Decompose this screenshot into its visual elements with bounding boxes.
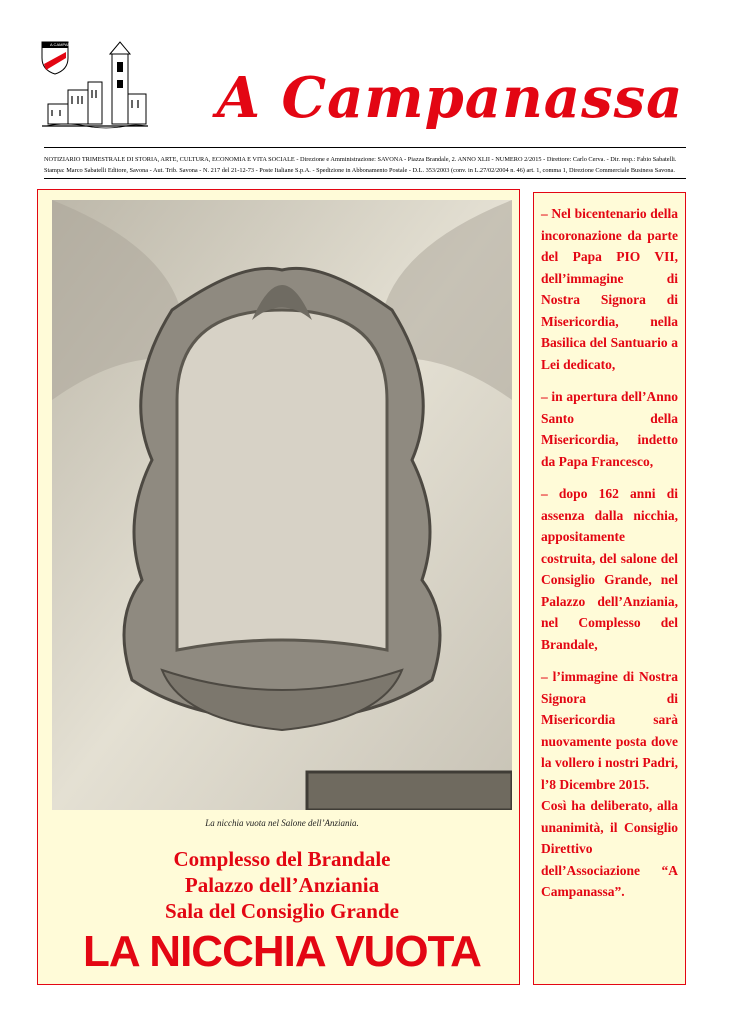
sidebar-text (541, 203, 678, 914)
masthead-title: A Campanassa (216, 65, 684, 131)
publication-info-line-2: Stampa: Marco Sabatelli Editore, Savona - Aut. Trib. Savona - N. 217 del 21-12-73 - Poste Italiane S.p.A. - Spedizione in Abbonamento Postale - D.L. 353/2003 (conv. in L.27/02/2004 n. 46) art. 1, comma 1, Direzione Commerciale Business Savona. (44, 167, 675, 174)
niche-photo (52, 200, 512, 810)
article-title: LA NICCHIA VUOTA (83, 927, 481, 976)
headline-line-3: Sala del Consiglio Grande (165, 899, 399, 923)
masthead-rule (44, 147, 686, 148)
sidebar-paragraph-2: – in apertura dell’Anno Santo della Misericordia, indetto da Papa Francesco, (541, 389, 678, 469)
info-rule (44, 178, 686, 179)
headline-line-1: Complesso del Brandale (173, 847, 391, 871)
publication-info-line-1: NOTIZIARIO TRIMESTRALE DI STORIA, ARTE, CULTURA, ECONOMIA E VITA SOCIALE - Direzione e Amministrazione: SAVONA - Piazza Brandale, 2. ANNO XLII - NUMERO 2/2015 - Direttore: Carlo Cerva. - Dir. resp.: Fabio Sabatelli. (44, 156, 677, 163)
campanassa-logo (38, 34, 150, 146)
sidebar-paragraph-3: – dopo 162 anni di assenza dalla nicchia, appositamente costruita, del salone del Consiglio Grande, nel Palazzo dell’Anziania, nel Complesso del Brandale, (541, 486, 678, 652)
headline-line-2: Palazzo dell’Anziania (184, 873, 380, 897)
sidebar-paragraph-5: Così ha deliberato, alla unanimità, il Consiglio Direttivo dell’Associazione “A Campanassa”. (541, 798, 678, 899)
photo-caption: La nicchia vuota nel Salone dell’Anziania. (205, 818, 359, 828)
sidebar-paragraph-4: – l’immagine di Nostra Signora di Misericordia sarà nuovamente posta dove la vollero i nostri Padri, l’8 Dicembre 2015. (541, 669, 678, 792)
svg-text:A CAMPANASSA: A CAMPANASSA (50, 42, 82, 47)
sidebar-paragraph-1: – Nel bicentenario della incoronazione da parte del Papa PIO VII, dell’immagine di Nostra Signora di Misericordia, nella Basilica del Santuario a Lei dedicato, (541, 206, 678, 372)
